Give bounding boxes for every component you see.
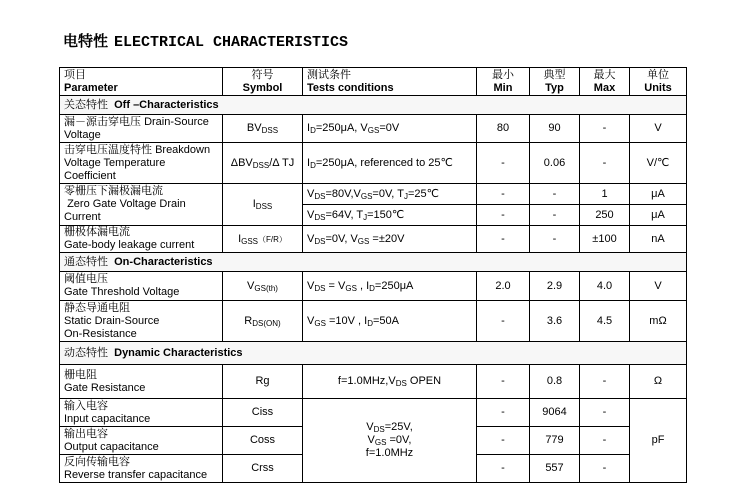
- table-row-idss-2: $V_{DS}=64V$, $T_J=150℃$ - - 250 μA: [60, 205, 687, 226]
- electrical-characteristics-table: [59, 67, 687, 483]
- header-symbol: 符号 Symbol: [223, 68, 303, 96]
- title-zh: 电特性: [63, 32, 109, 50]
- header-conditions: 测试条件 Tests conditions: [303, 68, 477, 96]
- section-row-off: 关态特性 Off –Characteristics: [60, 96, 687, 115]
- section-row-dynamic: 动态特性 Dynamic Characteristics: [60, 342, 687, 365]
- table-row-bvdss: 漏－源击穿电压 Drain-Source Voltage $BV_{DSS}$ $I_D=250\mu A$, $V_{GS}=0V$ 80 90 - V: [60, 115, 687, 143]
- table-header-row: [60, 68, 687, 96]
- table-row-igss: 栅极体漏电流 Gate-body leakage current $I_{GSS}(F/R)$ $V_{DS}=0V$, $V_{GS} =\pm 20V$ - - ±100 nA: [60, 226, 687, 253]
- capacitance-conditions: $V_{DS}=25V$, $V_{GS} =0V$, f=1.0MHz: [303, 399, 477, 483]
- title-en: ELECTRICAL CHARACTERISTICS: [114, 34, 349, 51]
- table-row-coss: 输出电容 Output capacitance Coss - 779 -: [60, 427, 687, 455]
- header-max: 最大 Max: [580, 68, 630, 96]
- table-row-vth: 阈值电压 Gate Threshold Voltage $V_{GS(th)}$ $V_{DS} = V_{GS}$ , $I_D=250\mu A$ 2.0 2.9 4.0 V: [60, 272, 687, 301]
- table-row-rdson: 静态导通电阻 Static Drain-Source On-Resistance $R_{DS(ON)}$ $V_{GS} =10V$ , $I_D=50A$ - 3.6 4.5 mΩ: [60, 301, 687, 342]
- section-row-on: 通态特性 On-Characteristics: [60, 253, 687, 272]
- header-parameter: 项目 Parameter: [60, 68, 223, 96]
- header-typ: 典型 Typ: [530, 68, 580, 96]
- table-row-rg: 栅电阻 Gate Resistance Rg $f=1.0MHz,V_{DS}$ OPEN - 0.8 - Ω: [60, 365, 687, 399]
- table-row-crss: 反向传输电容 Reverse transfer capacitance Crss - 557 -: [60, 455, 687, 483]
- header-units: 单位 Units: [630, 68, 687, 96]
- table-row-ciss: 输入电容 Input capacitance Ciss $V_{DS}=25V$, $V_{GS} =0V$, f=1.0MHz - 9064 - pF: [60, 399, 687, 427]
- table-row-idss-1: 零栅压下漏极漏电流 Zero Gate Voltage Drain Current $I_{DSS}$ $V_{DS}=80V,V_{GS}=0V$, $T_J=25℃$ - - 1 μA: [60, 184, 687, 205]
- section-title: [63, 30, 348, 51]
- table-row-temp-coefficient: 击穿电压温度特性 Breakdown Voltage Temperature Coefficient $\Delta BV_{DSS}/\Delta$ TJ $I_D=250\mu A$, referenced to 25℃ - 0.06 - V/℃: [60, 143, 687, 184]
- header-min: 最小 Min: [477, 68, 530, 96]
